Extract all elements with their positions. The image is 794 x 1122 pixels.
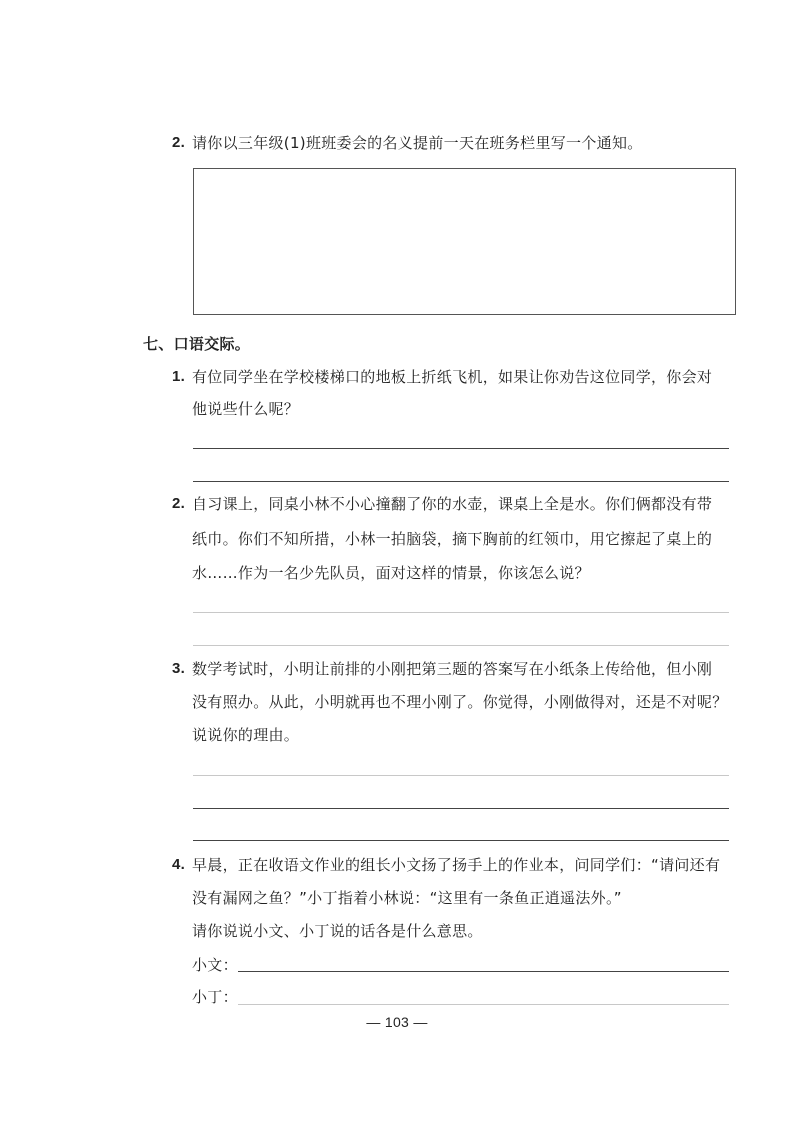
question-number: 2. xyxy=(172,134,186,151)
section-title: 七、口语交际。 xyxy=(143,335,251,353)
answer-line[interactable] xyxy=(193,840,729,841)
answer-line-xiaowen[interactable] xyxy=(238,971,729,972)
question-number: 1. xyxy=(172,368,186,385)
question-number: 2. xyxy=(172,495,186,512)
answer-line-xiaoding[interactable] xyxy=(238,1004,729,1005)
question-text-line: 他说些什么呢？ xyxy=(192,400,300,418)
question-text-line: 有位同学坐在学校楼梯口的地板上折纸飞机，如果让你劝告这位同学，你会对 xyxy=(192,368,713,386)
question-text-line: 没有照办。从此，小明就再也不理小刚了。你觉得，小刚做得对，还是不对呢？ xyxy=(192,693,728,711)
answer-line[interactable] xyxy=(193,775,729,776)
question-number: 4. xyxy=(172,856,186,873)
answer-label-xiaowen: 小文： xyxy=(192,956,238,974)
notice-writing-box[interactable] xyxy=(193,168,736,315)
question-text: 请你以三年级(1)班班委会的名义提前一天在班务栏里写一个通知。 xyxy=(192,134,643,152)
answer-line[interactable] xyxy=(193,645,729,646)
question-text-line: 没有漏网之鱼？”小丁指着小林说：“这里有一条鱼正逍遥法外。” xyxy=(192,889,622,907)
question-text-line: 水……作为一名少先队员，面对这样的情景，你该怎么说？ xyxy=(192,564,590,582)
question-text-line: 请你说说小文、小丁说的话各是什么意思。 xyxy=(192,922,483,940)
question-text-line: 自习课上，同桌小林不小心撞翻了你的水壶，课桌上全是水。你们俩都没有带 xyxy=(192,495,713,513)
answer-line[interactable] xyxy=(193,481,729,482)
question-text-line: 早晨，正在收语文作业的组长小文扬了扬手上的作业本，问同学们：“请问还有 xyxy=(192,856,721,874)
answer-line[interactable] xyxy=(193,448,729,449)
question-number: 3. xyxy=(172,660,186,677)
question-text-line: 说说你的理由。 xyxy=(192,726,300,744)
answer-line[interactable] xyxy=(193,612,729,613)
answer-line[interactable] xyxy=(193,808,729,809)
question-text-line: 数学考试时，小明让前排的小刚把第三题的答案写在小纸条上传给他，但小刚 xyxy=(192,660,713,678)
question-text-line: 纸巾。你们不知所措，小林一拍脑袋，摘下胸前的红领巾，用它擦起了桌上的 xyxy=(192,530,713,548)
page-number: — 103 — xyxy=(366,1014,428,1030)
answer-label-xiaoding: 小丁： xyxy=(192,988,238,1006)
